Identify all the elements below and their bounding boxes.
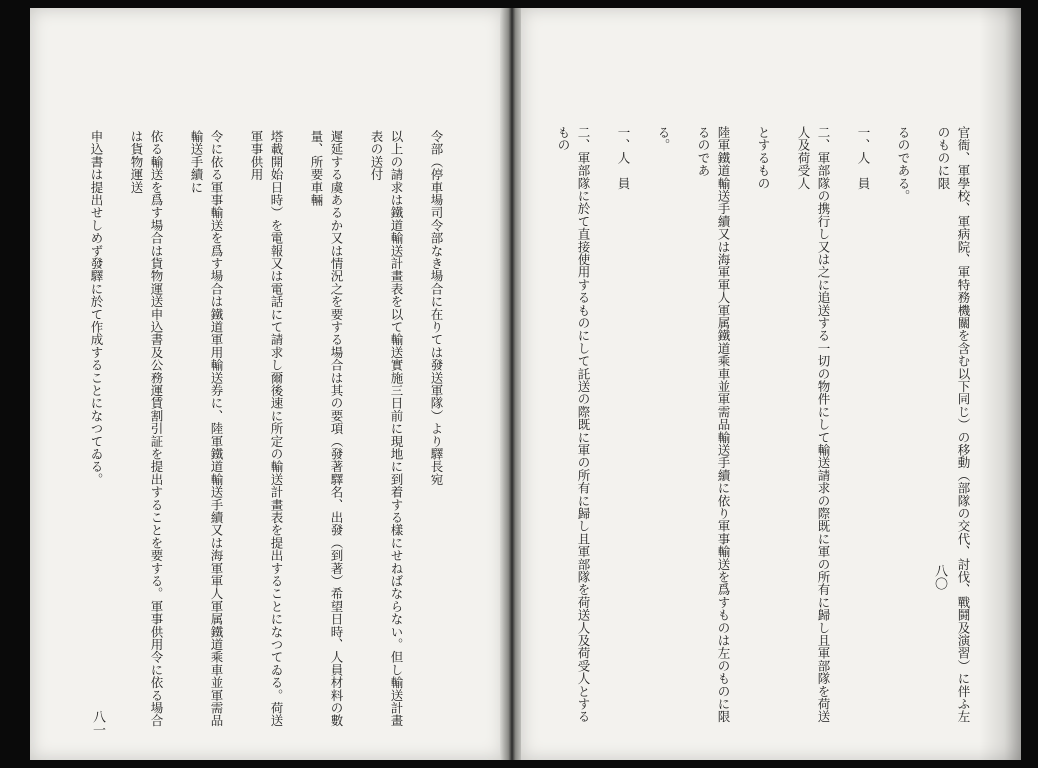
text-line: 塔載開始日時）を電報又は電話にて請求し爾後速に所定の輸送計畫表を提出することになつてゐる。荷送軍事供用 [249,130,284,727]
right-page-body [553,126,993,726]
text-line: るのである。 [896,126,911,203]
text-line: 令に依る軍事輸送を爲す場合は鐵道軍用輸送券に、陸軍鐵道輸送手續又は海軍軍人軍属鐵道乘車並軍需品輸送手續に [189,130,224,727]
page-number-left: 八一 [90,710,105,736]
text-line: 陸軍鐵道輸送手續又は海軍軍人軍属鐵道乘車並軍需品輸送手續に依り軍事輸送を爲すものは左のものに限るのであ [696,126,731,723]
text-line: 二、軍部隊に於て直接使用するものにして託送の際既に軍の所有に歸し且軍部隊を荷送人及荷受人とするもの [556,126,591,723]
text-line: 以上の請求は鐵道輸送計畫表を以て輸送實施三日前に現地に到着する樣にせねばならない。但し輸送計畫表の送付 [369,130,404,727]
text-line: る。 [656,126,671,152]
text-line: 官衙、軍學校、軍病院、軍特務機關を含む以下同じ）の移動（部隊の交代、討伐、戰鬪及演習）に伴ふ左のものに限 [936,126,971,723]
right-page [521,8,1021,760]
text-line: 依る輸送を爲す場合は貨物運送申込書及公務運賃割引証を提出することを要する。軍事供用令に依る場合は貨物運送 [129,130,164,727]
left-page-body [66,130,466,730]
left-page [30,8,504,760]
text-line: 遲延する虞あるか又は情況之を要する場合は其の要項（發著驛名、出發（到著）希望日時、人員材料の數量、所要車輛 [309,130,344,727]
page-number-right: 八〇 [932,564,947,590]
text-line: 二、軍部隊の携行し又は之に追送する一切の物件にして輸送請求の際既に軍の所有に歸し且軍部隊を荷送人及荷受人 [796,126,831,723]
text-line: とするもの [756,126,771,190]
text-line: 一、人 員 [856,126,871,190]
text-line: 令部（停車場司令部なき場合に在りては發送軍隊）より驛長宛 [429,130,444,486]
text-line: 一、人 員 [616,126,631,190]
text-line: 申込書は提出せしめず發驛に於て作成することになつてゐる。 [89,130,104,486]
